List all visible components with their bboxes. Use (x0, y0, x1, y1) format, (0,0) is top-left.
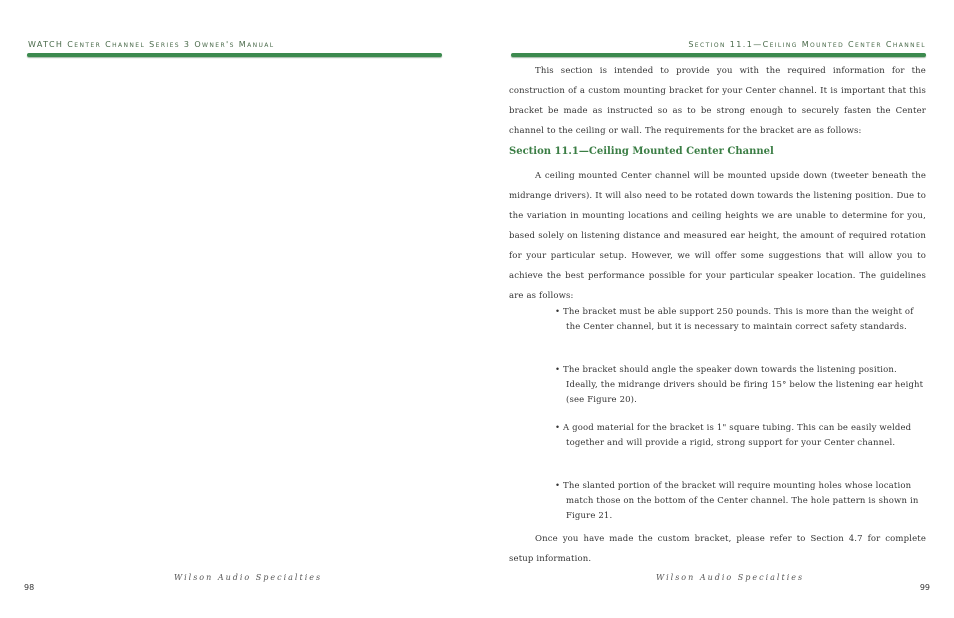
bullet-item: • The bracket should angle the speaker down towards the listening position. Ideally, the midrange drivers should be firing 15° below the listening ear height (see Figure 20). (555, 365, 924, 405)
bullet-item: • The bracket must be able support 250 pounds. This is more than the weight of the Center channel, but it is necessary to maintain correct safety standards. (555, 307, 914, 332)
section-heading: Section 11.1—Ceiling Mounted Center Channel (509, 146, 774, 157)
right-page-header: Section 11.1—Ceiling Mounted Center Channel (688, 40, 926, 49)
left-page-number: 98 (24, 583, 35, 592)
left-header-rule (27, 53, 442, 57)
intro-paragraph: This section is intended to provide you with the required information for the construction of a custom mounting bracket for your Center channel. It is important that this bracket be made as instructed so as to be strong enough to securely fasten the Center channel to the ceiling or wall. The requirements for the bracket are as follows: (509, 66, 926, 136)
bullet-item: • The slanted portion of the bracket will require mounting holes whose location match those on the bottom of the Center channel. The hole pattern is shown in Figure 21. (555, 481, 919, 521)
right-header-rule (511, 53, 926, 57)
left-footer-brand: Wilson Audio Specialties (174, 573, 323, 582)
bullet-item: • A good material for the bracket is 1" square tubing. This can be easily welded together and will provide a rigid, strong support for your Center channel. (555, 423, 912, 448)
body-paragraph: A ceiling mounted Center channel will be mounted upside down (tweeter beneath the midrange drivers). It will also need to be rotated down towards the listening position. Due to the variation in mounting locations and ceiling heights we are unable to determine for you, based solely on listening distance and measured ear height, the amount of required rotation for your particular setup. However, we will offer some suggestions that will allow you to achieve the best performance possible for your particular speaker location. The guidelines are as follows: (509, 171, 926, 301)
left-page-header: WATCH Center Channel Series 3 Owner's Manual (28, 40, 275, 49)
closing-paragraph: Once you have made the custom bracket, please refer to Section 4.7 for complete setup information. (509, 534, 926, 564)
right-page-number: 99 (919, 583, 930, 592)
right-footer-brand: Wilson Audio Specialties (656, 573, 805, 582)
